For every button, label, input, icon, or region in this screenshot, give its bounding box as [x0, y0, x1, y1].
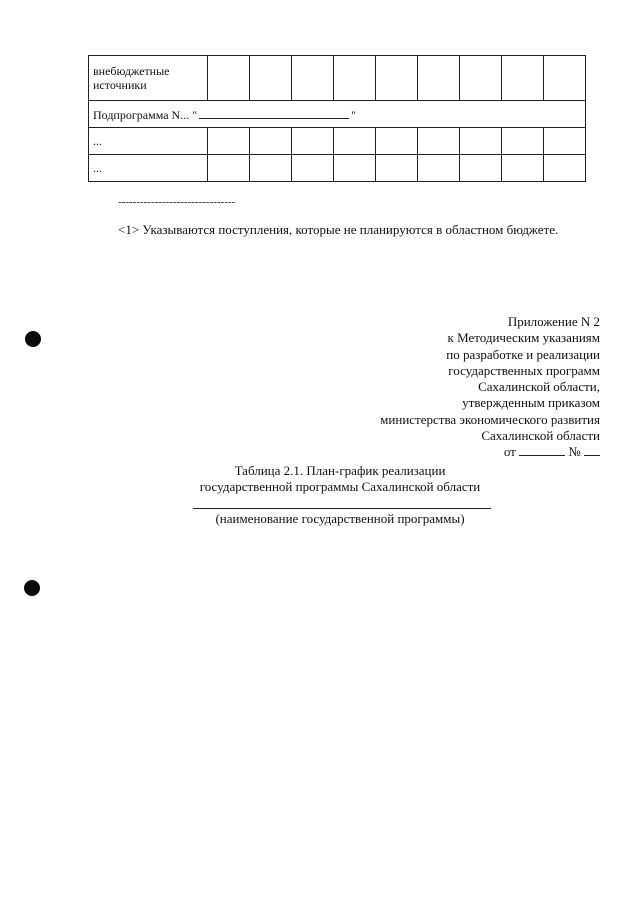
table-cell [334, 155, 376, 182]
appendix-line: государственных программ [448, 362, 600, 378]
table-cell [250, 155, 292, 182]
footnote-text: <1> Указываются поступления, которые не планируются в областном бюджете. [118, 222, 559, 237]
appendix-line: министерства экономического развития [380, 411, 600, 427]
table-cell [502, 155, 544, 182]
footnote-separator: -------------------------------- [118, 196, 236, 208]
table-cell [544, 56, 586, 101]
table-cell [334, 56, 376, 101]
punch-hole-mark [24, 580, 40, 596]
table-cell [502, 56, 544, 101]
table-cell [292, 128, 334, 155]
table-cell [376, 128, 418, 155]
table-cell [460, 56, 502, 101]
appendix-header [280, 314, 600, 461]
subprogram-closing-quote: " [351, 107, 356, 122]
table-cell [208, 56, 250, 101]
appendix-line: Сахалинской области [481, 428, 600, 444]
appendix-line: к Методическим указаниям [447, 330, 600, 346]
table-row [89, 128, 586, 155]
table-cell [250, 128, 292, 155]
table-cell [544, 128, 586, 155]
program-name-underline [193, 508, 491, 509]
table-cell [334, 128, 376, 155]
table-cell [376, 56, 418, 101]
appendix-line: утвержденным приказом [462, 395, 600, 411]
date-blank [519, 444, 565, 456]
appendix-line: по разработке и реализации [446, 346, 600, 362]
table-row [89, 101, 586, 128]
subprogram-label: Подпрограмма N... " [93, 107, 198, 122]
table-cell [460, 128, 502, 155]
table-row [89, 56, 586, 101]
row-label-extrabudgetary: внебюджетные источники [89, 56, 208, 101]
date-prefix: от [503, 444, 516, 460]
subprogram-name-blank [199, 107, 349, 119]
row-label-ellipsis: ... [89, 128, 208, 155]
appendix-line: Сахалинской области, [478, 379, 600, 395]
table-cell [544, 155, 586, 182]
table-cell [418, 56, 460, 101]
table-cell [460, 155, 502, 182]
program-name-caption: (наименование государственной программы) [215, 511, 465, 526]
table-cell [292, 155, 334, 182]
table-cell [208, 128, 250, 155]
budget-table [88, 55, 586, 182]
table-cell [250, 56, 292, 101]
table-title-line2: государственной программы Сахалинской области [199, 479, 481, 494]
table-title-line1: Таблица 2.1. План-график реализации [234, 463, 446, 478]
table-cell [418, 155, 460, 182]
table-title [170, 463, 510, 495]
table-cell [418, 128, 460, 155]
number-sign: № [568, 444, 581, 460]
table-cell [502, 128, 544, 155]
table-row [89, 155, 586, 182]
punch-hole-mark [25, 331, 41, 347]
row-label-ellipsis: ... [89, 155, 208, 182]
table-cell [376, 155, 418, 182]
row-label-subprogram [89, 101, 586, 128]
appendix-date-line [280, 444, 600, 460]
table-cell [292, 56, 334, 101]
appendix-line: Приложение N 2 [507, 314, 600, 329]
number-blank [584, 444, 600, 456]
table-cell [208, 155, 250, 182]
